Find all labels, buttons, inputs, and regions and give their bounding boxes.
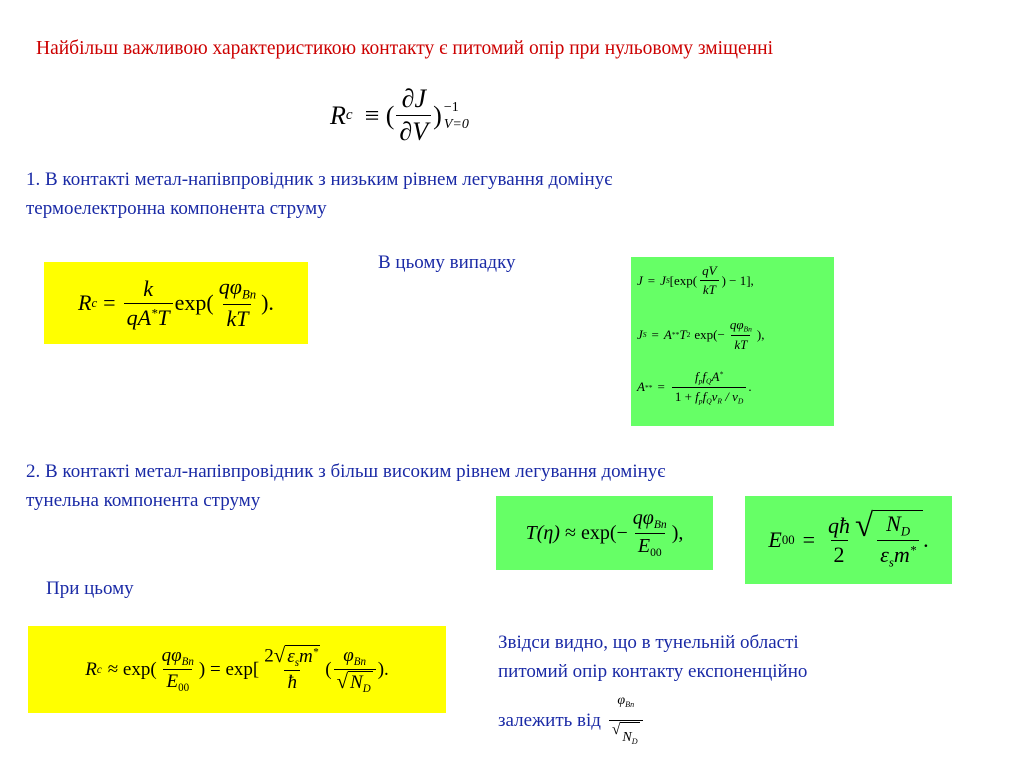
star-sup: *: [151, 305, 158, 320]
rc-symbol: R: [85, 658, 97, 680]
numerator-qphi: qφ: [161, 645, 182, 667]
rc-subscript: c: [345, 107, 353, 123]
tail: .: [748, 379, 752, 395]
derivative-fraction: [396, 84, 431, 147]
p-subscript: p: [698, 396, 703, 406]
sqrt-radical: [855, 507, 923, 571]
equiv-sign: ≡ (: [364, 100, 395, 130]
numerator-qphi: qφ: [218, 274, 242, 300]
case1-text: [26, 165, 986, 223]
equals-exp-bracket: ) = exp[: [198, 658, 260, 680]
denominator-t: T: [157, 304, 170, 330]
conclusion-text: [498, 628, 958, 756]
t-symbol: T: [679, 326, 687, 342]
epsilon-symbol: ε: [287, 646, 295, 668]
numerator-qv: qV: [702, 263, 717, 278]
rc-thermionic-formula: [44, 262, 308, 344]
double-star-sup: **: [644, 382, 653, 392]
q-subscript: Q: [706, 396, 712, 406]
f-symbol: f: [702, 369, 707, 384]
exp-open: [exp(: [669, 272, 698, 288]
denominator-qa: qA: [126, 304, 152, 330]
close-paren: ),: [671, 521, 684, 544]
sup-sub-stack: [444, 99, 469, 133]
close-paren: ).: [377, 658, 389, 680]
phi-over-sqrt-nd: [609, 686, 643, 756]
star-sup: *: [909, 543, 917, 558]
conclusion-line1: Звідси видно, що в тунельній області: [498, 632, 799, 653]
numerator-qphi: qφ: [632, 507, 654, 530]
numerator-k: k: [143, 275, 154, 301]
denominator-kt: kT: [700, 280, 719, 298]
f-symbol: f: [702, 388, 707, 404]
richardson-symbol: A: [663, 326, 672, 342]
definition-formula: [330, 84, 469, 147]
rc-subscript: c: [96, 663, 102, 676]
equals-sign: =: [103, 290, 116, 315]
sqrt-radical: [336, 668, 373, 695]
d-subscript: D: [900, 524, 911, 538]
n-symbol: N: [886, 510, 901, 536]
equals-sign: =: [657, 379, 665, 395]
j-symbol: J: [637, 272, 643, 288]
denominator: ∂V: [396, 115, 431, 147]
d-subscript: D: [737, 396, 744, 406]
case2-note: При цьому: [46, 578, 134, 599]
bn-subscript: Bn: [241, 287, 257, 302]
zero-bias-sub: V=0: [443, 116, 469, 132]
radical-icon: √: [336, 668, 349, 693]
sqrt-radical: [612, 722, 640, 756]
numerator-qphi: qφ: [729, 317, 744, 332]
d-subscript: D: [362, 682, 371, 695]
bn-subscript: Bn: [353, 655, 367, 668]
tail: ) − 1],: [721, 272, 754, 288]
e-symbol: E: [768, 527, 782, 552]
n-symbol: N: [622, 729, 632, 745]
case1-line2: термоелектронна компонента струму: [26, 198, 327, 219]
power-minus-one: −1: [443, 99, 459, 115]
rc-symbol: R: [78, 290, 92, 315]
00-subscript: 00: [650, 545, 662, 559]
star-sup: *: [719, 369, 724, 379]
bn-subscript: Bn: [625, 699, 635, 709]
f-symbol: f: [695, 388, 699, 404]
f-symbol: f: [695, 369, 699, 384]
denominator-e: E: [637, 534, 651, 557]
case1-note: В цьому випадку: [378, 252, 516, 273]
epsilon-symbol: ε: [880, 542, 889, 567]
double-star-sup: **: [671, 330, 680, 340]
k-over-qat-fraction: [124, 276, 173, 331]
denominator-kt: kT: [731, 335, 750, 353]
approx-exp-open: ≈ exp(: [107, 658, 157, 680]
radical-icon: √: [273, 643, 286, 668]
a-symbol: A: [637, 379, 645, 395]
rc-symbol: R: [330, 100, 346, 130]
m-symbol: m: [893, 542, 910, 567]
q-subscript: Q: [706, 376, 712, 386]
case1-line1: 1. В контакті метал-напівпровідник з низьким рівнем легування домінує: [26, 169, 613, 190]
radical-icon: √: [611, 720, 621, 738]
s-subscript: s: [888, 555, 894, 570]
rc-tunneling-formula: [28, 626, 446, 713]
hbar-symbol: ħ: [284, 670, 300, 694]
effective-richardson-equation: [637, 369, 752, 405]
bn-subscript: Bn: [653, 518, 667, 532]
m-symbol: m: [299, 646, 313, 668]
slide-title: Найбільш важливою характеристикою контакту є питомий опір при нульовому зміщенні: [36, 38, 773, 59]
open-paren: (: [325, 658, 332, 680]
s-subscript: S: [665, 276, 670, 285]
bn-subscript: Bn: [181, 656, 194, 668]
v-symbol: v: [711, 388, 718, 404]
n-symbol: N: [350, 671, 363, 693]
barrier-fraction: [216, 274, 259, 331]
e00-formula: [745, 496, 952, 584]
denominator-e: E: [166, 671, 179, 692]
thermionic-equations: [631, 257, 834, 426]
denominator-two: 2: [831, 540, 848, 568]
square-sup: 2: [686, 330, 691, 340]
close-paren: ).: [261, 290, 274, 315]
tail: ),: [756, 326, 765, 342]
numerator-qhbar: qħ: [828, 512, 851, 538]
js-symbol: J: [637, 326, 643, 342]
00-subscript: 00: [178, 681, 190, 694]
sqrt-radical: [274, 645, 321, 669]
denominator-kt: kT: [223, 304, 251, 332]
js-symbol: J: [660, 272, 666, 288]
two: 2: [264, 645, 274, 667]
one-plus: 1 +: [674, 388, 692, 404]
a-symbol: A: [711, 369, 720, 384]
current-equation: [637, 263, 754, 298]
r-subscript: R: [717, 396, 723, 406]
rc-subscript: c: [91, 295, 98, 310]
d-subscript: D: [631, 736, 638, 746]
tunneling-probability-formula: [496, 496, 713, 570]
p-subscript: p: [698, 376, 703, 386]
exp-open: exp(−: [694, 326, 725, 342]
slash-v: / v: [722, 388, 738, 404]
tail: .: [923, 527, 929, 552]
equals-sign: =: [647, 272, 656, 288]
case2-line2: тунельна компонента струму: [26, 490, 261, 511]
approx-exp-open: ≈ exp(−: [564, 521, 628, 544]
star-sup: *: [312, 646, 319, 659]
exp-open: exp(: [174, 290, 214, 315]
00-subscript: 00: [781, 532, 795, 547]
s-subscript: s: [294, 656, 299, 669]
s-subscript: S: [642, 330, 647, 340]
bn-subscript: Bn: [743, 324, 752, 334]
equals-sign: =: [802, 527, 816, 552]
case2-line1: 2. В контакті метал-напівпровідник з більш високим рівнем легування домінує: [26, 461, 666, 482]
phi-symbol: φ: [617, 693, 626, 708]
numerator: ∂J: [401, 84, 426, 113]
saturation-current-equation: [637, 317, 764, 353]
close-paren: ): [433, 100, 442, 130]
t-symbol: T: [525, 521, 537, 544]
phi-symbol: φ: [343, 644, 354, 666]
radical-icon: √: [855, 507, 874, 544]
conclusion-line3-text: залежить від: [498, 710, 601, 732]
conclusion-line3: [498, 686, 958, 756]
equals-sign: =: [651, 326, 659, 342]
conclusion-line2: питомий опір контакту експоненційно: [498, 661, 808, 682]
eta-argument: (η): [536, 521, 560, 544]
